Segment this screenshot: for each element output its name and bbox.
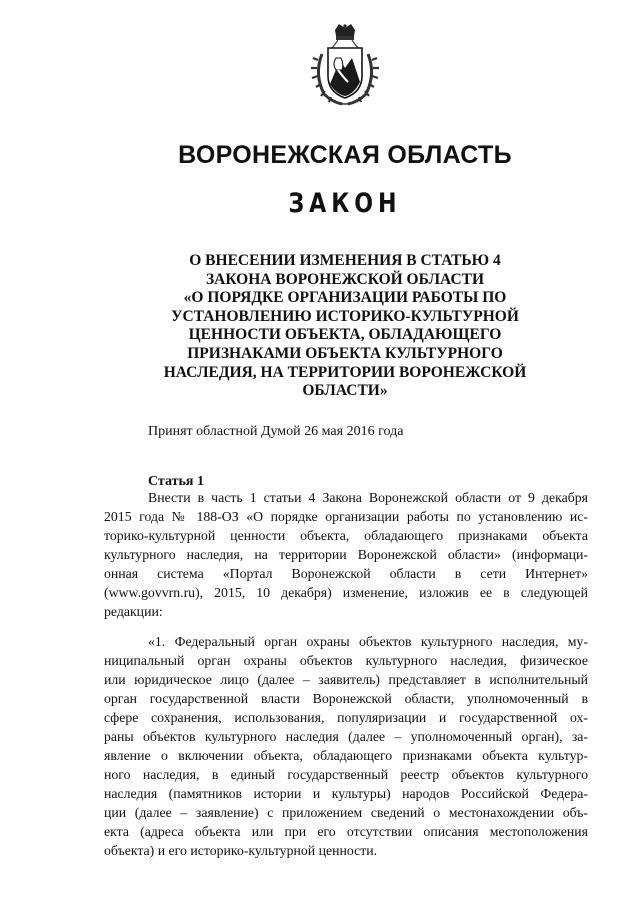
text-line: 2015 года № 188-ОЗ «О порядке организации работы по установлению ис- (104, 509, 588, 524)
article-heading: Статья 1 (148, 474, 204, 489)
voronezh-coat-of-arms-icon (308, 24, 382, 106)
text-line: «1. Федеральный орган охраны объектов культурного наследия, му- (148, 634, 588, 649)
text-line: или юридическое лицо (далее – заявитель) представляет в исполнительный (104, 672, 588, 687)
law-title-line: ЦЕННОСТИ ОБЪЕКТА, ОБЛАДАЮЩЕГО (188, 326, 502, 344)
text-line: наследия (памятников истории и культуры) народов Российской Федера- (104, 786, 588, 801)
text-line: (www.govvrn.ru), 2015, 10 декабря) изменение, изложив ее в следующей (104, 585, 588, 600)
text-line: раны объектов культурного наследия (далее – уполномоченный орган), за- (104, 729, 588, 744)
text-line: культурного наследия, на территории Воронежской области» (информаци- (104, 547, 588, 562)
text-line: орган государственной власти Воронежской области, уполномоченный в (104, 691, 588, 706)
text-line: ного наследия, в единый государственный реестр объектов культурного (104, 767, 588, 782)
law-title-line: О ВНЕСЕНИИ ИЗМЕНЕНИЯ В СТАТЬЮ 4 (189, 252, 501, 269)
adoption-date: Принят областной Думой 26 мая 2016 года (148, 424, 404, 439)
law-title-line: УСТАНОВЛЕНИЮ ИСТОРИКО-КУЛЬТУРНОЙ (171, 307, 519, 325)
law-title-line: НАСЛЕДИЯ, НА ТЕРРИТОРИИ ВОРОНЕЖСКОЙ (163, 363, 527, 381)
law-title-line: ОБЛАСТИ» (302, 382, 388, 400)
law-title-line: «О ПОРЯДКЕ ОРГАНИЗАЦИИ РАБОТЫ ПО (183, 289, 507, 307)
text-line: торико-культурной ценности объекта, обладающего признаками объекта (104, 528, 588, 543)
text-line: онная система «Портал Воронежской области в сети Интернет» (104, 566, 588, 581)
text-line: екта (адреса объекта или при его отсутствии описания местоположения (104, 824, 588, 839)
article-paragraph-1 (104, 488, 588, 621)
text-line: редакции: (104, 604, 163, 619)
law-title-line: ЗАКОНА ВОРОНЕЖСКОЙ ОБЛАСТИ (205, 270, 485, 288)
text-line: ниципальный орган охраны объектов культурного наследия, физическое (104, 653, 588, 668)
text-line: ции (далее – заявление) с приложением сведений о местонахождении объ- (104, 805, 588, 820)
region-name: ВОРОНЕЖСКАЯ ОБЛАСТЬ (178, 141, 512, 169)
law-title-line: ПРИЗНАКАМИ ОБЪЕКТА КУЛЬТУРНОГО (187, 344, 503, 362)
law-title (160, 252, 530, 401)
text-line: явление о включении объекта, обладающего признаками объекта культур- (104, 748, 588, 763)
document-type: ЗАКОН (288, 188, 402, 219)
text-line: Внести в часть 1 статьи 4 Закона Воронежской области от 9 декабря (148, 490, 588, 505)
article-paragraph-2 (104, 632, 588, 860)
text-line: сфере сохранения, использования, популяризации и государственной ох- (104, 710, 588, 725)
text-line: объекта) и его историко-культурной ценности. (104, 843, 378, 858)
